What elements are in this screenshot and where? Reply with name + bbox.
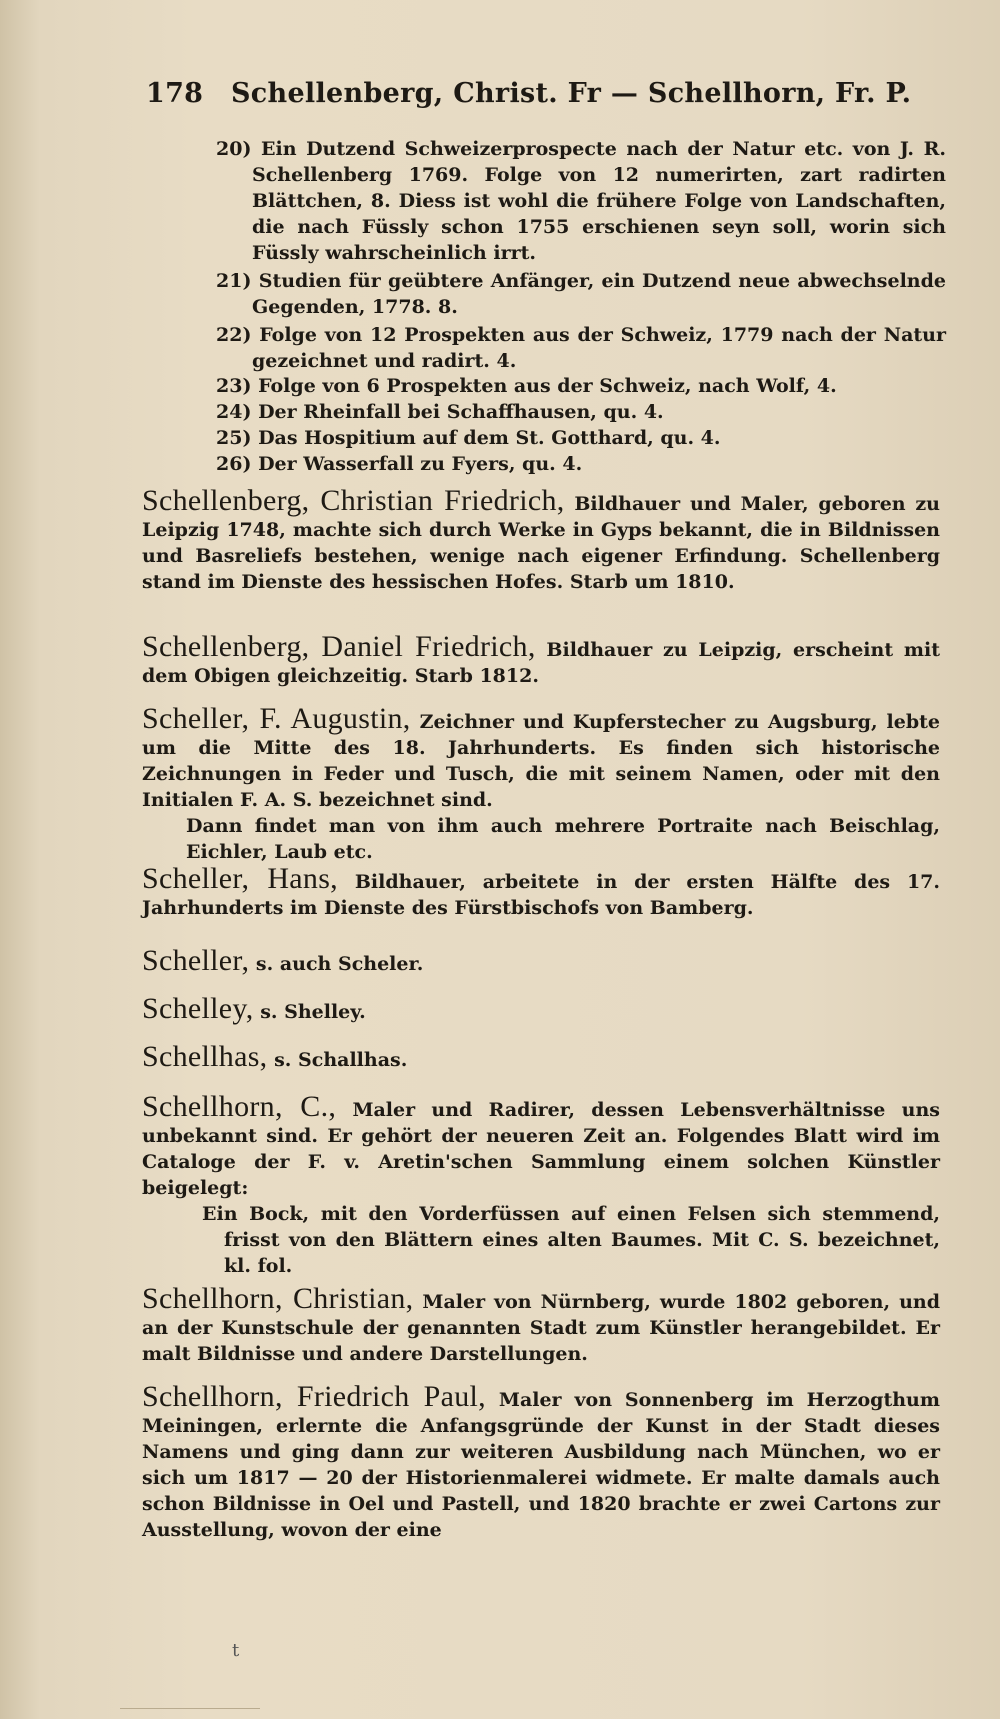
entry-name: Schellhorn, C., xyxy=(142,1090,337,1123)
entry-name: Schellenberg, Christian Friedrich, xyxy=(142,484,565,517)
list-item: 23) Folge von 6 Prospekten aus der Schweiz, nach Wolf, 4. xyxy=(216,375,837,397)
list-item: 24) Der Rheinfall bei Schaffhausen, qu. 4. xyxy=(216,401,664,423)
page-header xyxy=(146,78,912,109)
lexicon-entry xyxy=(142,702,941,865)
entry-text: Maler von Nürnberg, wurde 1802 geboren, und an der Kunstschule der genannten Stadt zum Künstler herangebildet. Er malt Bildnisse und andere Darstellungen. xyxy=(142,1291,940,1365)
list-item: 25) Das Hospitium auf dem St. Gotthard, qu. 4. xyxy=(216,427,721,449)
entry-subparagraph: Dann findet man von ihm auch mehrere Portraite nach Beischlag, Eichler, Laub etc. xyxy=(186,815,940,863)
entry-text: Zeichner und Kupferstecher zu Augsburg, lebte um die Mitte des 18. Jahrhunderts. Es finden sich historische Zeichnungen in Feder und Tusch, die mit seinem Namen, oder mit den Initialen F. A. S. bezeichnet sind. xyxy=(142,711,941,811)
entry-text: Bildhauer, arbeitete in der ersten Hälfte des 17. Jahrhunderts im Dienste des Fürstbischofs von Bamberg. xyxy=(142,871,941,919)
lexicon-entry xyxy=(142,992,940,1025)
list-item: 26) Der Wasserfall zu Fyers, qu. 4. xyxy=(216,453,583,475)
page-number: 178 xyxy=(146,78,204,109)
list-item: 21) Studien für geübtere Anfänger, ein Dutzend neue abwechselnde Gegenden, 1778. 8. xyxy=(216,270,946,318)
lexicon-entry xyxy=(142,484,940,595)
lexicon-entry xyxy=(142,1380,940,1543)
entry-name: Schellenberg, Daniel Friedrich, xyxy=(142,630,536,663)
list-item: 20) Ein Dutzend Schweizerprospecte nach der Natur etc. von J. R. Schellenberg 1769. Folge von 12 numerirten, zart radirten Blättchen, 8. Diess ist wohl die frühere Folge von Landschaften, die nach Füssly schon 1755 erschienen seyn soll, worin sich Füssly wahrscheinlich irrt. xyxy=(216,138,946,264)
entry-text: Maler von Sonnenberg im Herzogthum Meiningen, erlernte die Anfangsgründe der Kunst in der Stadt dieses Namens und ging dann zur weiteren Ausbildung nach München, wo er sich um 1817 — 20 der Historienmalerei widmete. Er malte damals auch schon Bildnisse in Oel und Pastell, und 1820 brachte er zwei Cartons zur Ausstellung, wovon der eine xyxy=(142,1389,940,1541)
entry-name: Scheller, Hans, xyxy=(142,862,338,895)
entry-name: Schellhorn, Christian, xyxy=(142,1282,414,1315)
entry-text: Bildhauer zu Leipzig, erscheint mit dem Obigen gleichzeitig. Starb 1812. xyxy=(142,639,940,687)
entry-name: Scheller, F. Augustin, xyxy=(142,702,411,735)
entry-text: Bildhauer und Maler, geboren zu Leipzig 1748, machte sich durch Werke in Gyps bekannt, die in Bildnissen und Basreliefs bestehen, wenige nach eigener Erfindung. Schellenberg stand im Dienste des hessischen Hofes. Starb um 1810. xyxy=(142,493,940,593)
list-item: 22) Folge von 12 Prospekten aus der Schweiz, 1779 nach der Natur gezeichnet und radirt. 4. xyxy=(216,324,946,372)
entry-subparagraph: Ein Bock, mit den Vorderfüssen auf einen Felsen sich stemmend, frisst von den Blättern eines alten Baumes. Mit C. S. bezeichnet, kl. fol. xyxy=(202,1203,940,1277)
entry-text: Maler und Radirer, dessen Lebensverhältnisse uns unbekannt sind. Er gehört der neueren Zeit an. Folgendes Blatt wird im Cataloge der F. v. Aretin'schen Sammlung einem solchen Künstler beigelegt: xyxy=(142,1099,940,1199)
lexicon-entry xyxy=(142,1040,940,1073)
entry-name: Schellhorn, Friedrich Paul, xyxy=(142,1380,486,1413)
entry-name: Schellhas, xyxy=(142,1040,268,1073)
entry-name: Schelley, xyxy=(142,992,254,1025)
lexicon-entry xyxy=(142,1090,940,1279)
entry-text: s. auch Scheler. xyxy=(255,953,424,975)
running-title: Schellenberg, Christ. Fr — Schellhorn, Fr. P. xyxy=(230,78,912,109)
lexicon-entry xyxy=(142,1282,940,1367)
entry-text: s. Schallhas. xyxy=(274,1049,408,1071)
lexicon-entry xyxy=(142,944,940,977)
page-mark: t xyxy=(232,1640,240,1661)
lexicon-entry xyxy=(142,630,940,689)
entry-text: s. Shelley. xyxy=(260,1001,366,1023)
entry-name: Scheller, xyxy=(142,944,250,977)
lexicon-entry xyxy=(142,862,941,921)
page-edge-line xyxy=(120,1708,260,1709)
